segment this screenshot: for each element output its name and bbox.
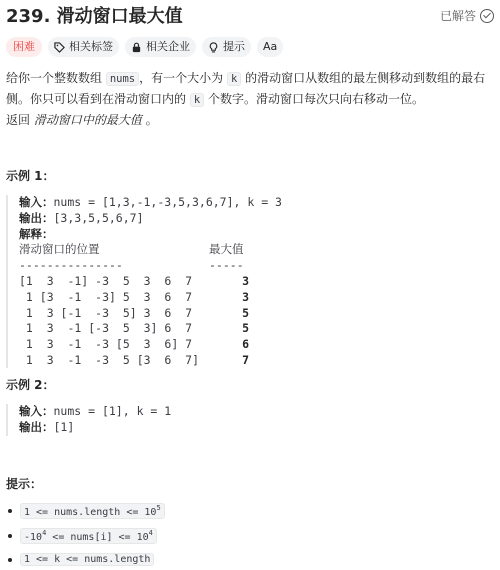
hint-button[interactable] (202, 37, 251, 57)
code-k: k (227, 72, 241, 86)
constraint-item: $-10^4$ <= nums[i] <= $10^4$ (6, 528, 157, 544)
lock-icon (131, 42, 142, 53)
related-companies-button[interactable] (125, 37, 196, 57)
problem-description-panel (6, 0, 494, 570)
window-row: 1 3 -1 -3 5 [3 6 7] (19, 352, 200, 367)
hint-label: 提示 (223, 40, 245, 53)
example-1-block: 输入：nums = [1,3,-1,-3,5,3,6,7], k = 3 输出：[3,3,5,5,6,7] 解释： 滑动窗口的位置 最大值 --------------- ----- [1 3 -1] -3 5 3 6 7 3 1 [3 -1 -3] 5 3 6 7 3 1 3 [-1 -3 5] 3 6 7 5 1 3 -1 [-3 5 3] 6 7 5 1 3 -1 -3 [5 3 6] 7 6 1 3 -1 -3 5 [3 6 7] 7 (6, 195, 282, 368)
code-k: k (190, 93, 204, 107)
constraint-item: 1 <= nums.length <= $10^5$ (6, 503, 165, 519)
example-1-input: nums = [1,3,-1,-3,5,3,6,7], k = 3 (53, 195, 282, 209)
window-max: 5 (242, 305, 249, 320)
related-tags-button[interactable] (48, 37, 119, 57)
example-2-output: [1] (53, 419, 75, 434)
statement-paragraph: 给你一个整数数组 nums ，有一个大小为 k 的滑动窗口从数组的最左侧移动到数组的最右侧。你只可以看到在滑动窗口内的 k 个数字。滑动窗口每次只向右移动一位。 (6, 71, 486, 106)
title-row (6, 4, 494, 30)
window-row: 1 3 -1 -3 [5 3 6] 7 (19, 337, 193, 352)
font-size-button[interactable]: Aa (257, 37, 283, 57)
window-row: 1 [3 -1 -3] 5 3 6 7 (19, 289, 193, 304)
tag-bar (6, 37, 283, 57)
difficulty-badge: 困难 (6, 37, 42, 57)
bullet-icon (8, 558, 12, 562)
window-max: 3 (242, 289, 249, 304)
code-nums: nums (106, 72, 139, 86)
check-circle-icon (480, 9, 494, 23)
problem-title[interactable]: 239. 滑动窗口最大值 (6, 6, 183, 27)
related-companies-label: 相关企业 (146, 40, 190, 53)
example-2-heading: 示例 2： (6, 378, 55, 392)
window-row: [1 3 -1] -3 5 3 6 7 (19, 273, 193, 288)
window-row: 1 3 [-1 -3 5] 3 6 7 (19, 305, 193, 320)
example-2-input: nums = [1], k = 1 (53, 404, 172, 418)
window-max: 7 (242, 352, 249, 367)
return-statement: 返回 滑动窗口中的最大值 。 (6, 113, 158, 127)
example-2-block: 输入：nums = [1], k = 1 输出：[1] (6, 404, 171, 436)
lightbulb-icon (208, 42, 219, 53)
bullet-icon (8, 509, 12, 513)
related-tags-label: 相关标签 (69, 40, 113, 53)
constraints-heading: 提示： (6, 477, 43, 491)
window-max: 6 (242, 337, 249, 352)
constraint-item: 1 <= k <= nums.length (6, 553, 154, 566)
window-max: 3 (242, 273, 249, 288)
tag-icon (54, 42, 65, 53)
problem-statement (6, 68, 494, 110)
bullet-icon (8, 534, 12, 538)
solved-label: 已解答 (439, 9, 476, 23)
window-table: 滑动窗口的位置 最大值 --------------- ----- [1 3 -1] -3 5 3 6 7 3 1 [3 -1 -3] 5 3 6 7 3 1 3 [-1 -3 5] 3 6 7 5 1 3 -1 [-3 5 3] 6 7 5 1 3 -1 -3 [5 3 6] 7 6 1 3 -1 -3 5 [3 6 7] 7 (19, 242, 249, 367)
window-max: 5 (242, 321, 249, 336)
example-1-output: [3,3,5,5,6,7] (53, 210, 144, 225)
solved-status (440, 6, 494, 26)
window-row: 1 3 -1 [-3 5 3] 6 7 (19, 321, 193, 336)
example-1-heading: 示例 1： (6, 169, 55, 183)
